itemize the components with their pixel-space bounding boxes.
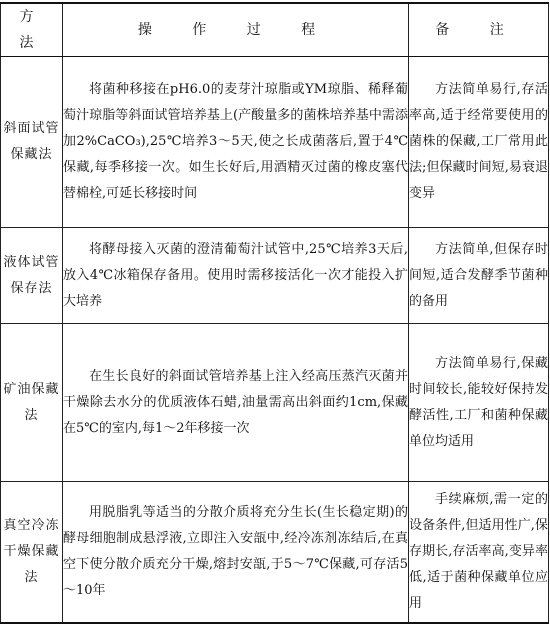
note-text: 方法简单易行,存活率高,适于经常要使用的菌株的保藏,工厂常用此法;但保藏时间短,易衰退变异 [409, 82, 548, 201]
note-cell [409, 482, 549, 624]
note-text: 方法简单,但保存时间短,适合发酵季节菌种的备用 [409, 241, 548, 309]
method-cell: 真空冷冻干燥保藏法 [1, 482, 63, 624]
procedure-cell [63, 324, 409, 482]
note-text: 手续麻烦,需一定的设备条件,但适用性广,保存期长,存活率高,变异率低,适于菌种保藏单位应用 [409, 492, 548, 611]
procedure-text: 将菌种移接在pH6.0的麦芽汁琼脂或YM琼脂、稀释葡萄汁琼脂等斜面试管培养基上(产酸量多的菌株培养基中需添加2%CaCO₃),25℃培养3～5天,使之长成菌落后,置于4℃保藏,每季移接一次。如生长好后,用酒精灭过菌的橡皮塞代替棉栓,可延长移接时间 [63, 82, 408, 201]
note-text: 方法简单易行,保藏时间较长,能较好保持发酵活性,工厂和菌种保藏单位均适用 [409, 355, 548, 449]
procedure-text: 用脱脂乳等适当的分散介质将充分生长(生长稳定期)的酵母细胞制成悬浮液,立即注入安瓿中,经冷冻剂冻结后,在真空下使分散介质充分干燥,熔封安瓿,于5～7℃保藏,可存活5～10年 [63, 505, 408, 598]
table-row [1, 482, 549, 624]
procedure-cell [63, 482, 409, 624]
header-note: 备 注 [409, 3, 549, 57]
preservation-methods-table [0, 2, 549, 624]
method-cell: 液体试管保存法 [1, 228, 63, 324]
procedure-text: 将酵母接入灭菌的澄清葡萄汁试管中,25℃培养3天后,放入4℃冰箱保存备用。使用时需移接活化一次才能投入扩大培养 [63, 241, 408, 309]
table-body [1, 57, 549, 624]
note-cell [409, 57, 549, 228]
method-cell: 矿油保藏法 [1, 324, 63, 482]
header-method: 方 法 [1, 3, 63, 57]
header-procedure: 操 作 过 程 [63, 3, 409, 57]
procedure-cell [63, 57, 409, 228]
note-cell [409, 324, 549, 482]
procedure-cell [63, 228, 409, 324]
table-header [1, 3, 549, 57]
table-row [1, 228, 549, 324]
note-cell [409, 228, 549, 324]
header-row [1, 3, 549, 57]
table-row [1, 57, 549, 228]
procedure-text: 在生长良好的斜面试管培养基上注入经高压蒸汽灭菌并干燥除去水分的优质液体石蜡,油量需高出斜面约1cm,保藏在5℃的室内,每1～2年移接一次 [63, 368, 408, 436]
table-row [1, 324, 549, 482]
method-cell: 斜面试管保藏法 [1, 57, 63, 228]
